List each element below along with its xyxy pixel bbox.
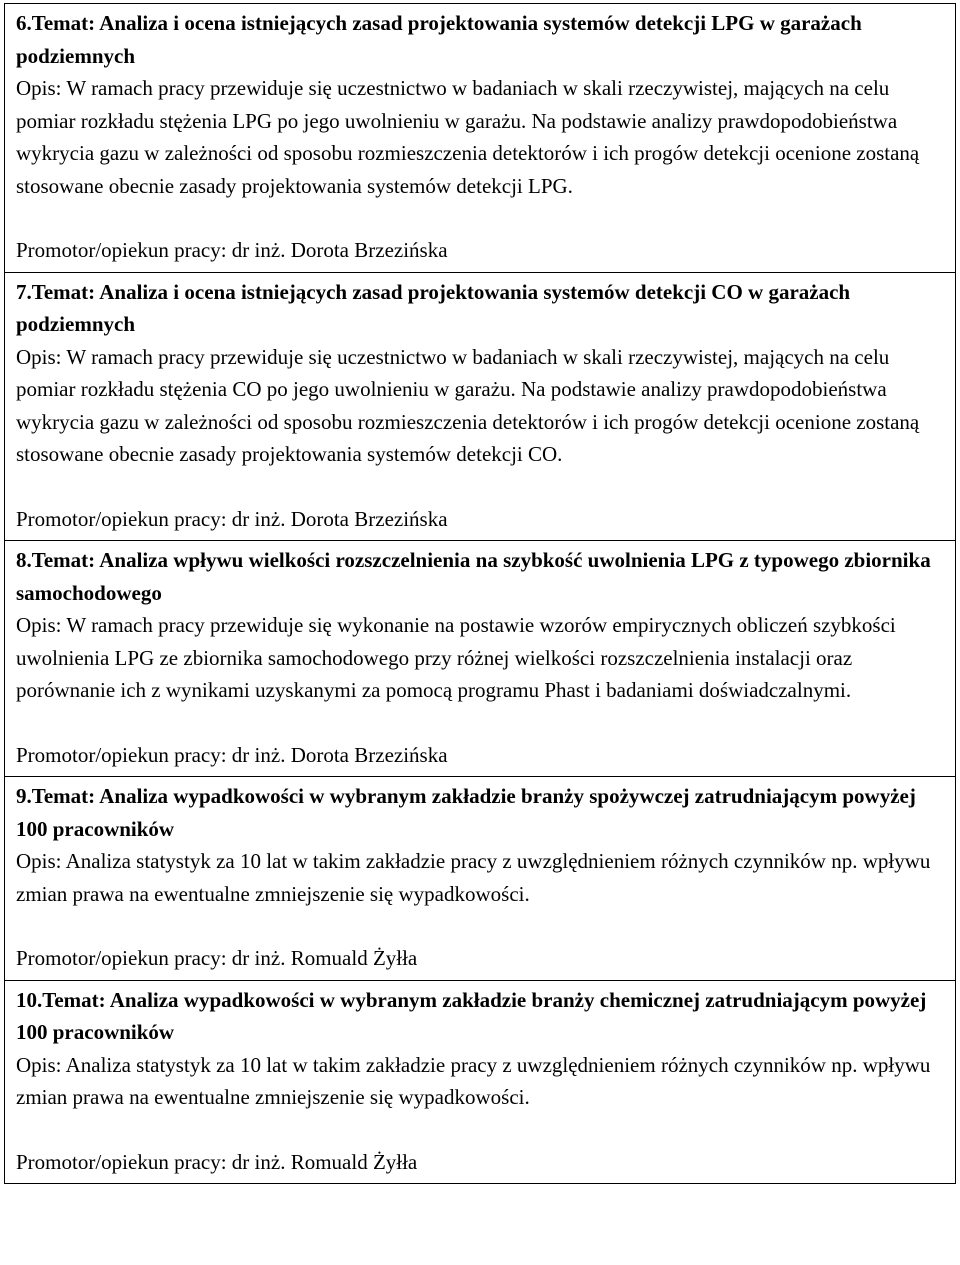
topic-row	[5, 980, 956, 1184]
topic-description: Opis: W ramach pracy przewiduje się wykonanie na postawie wzorów empirycznych obliczeń szybkości uwolnienia LPG ze zbiornika samochodowego przy różnej wielkości rozszczelnienia instalacji oraz porównanie ich z wynikami uzyskanymi za pomocą programu Phast i badaniami doświadczalnymi.	[16, 613, 896, 702]
topic-description: Opis: W ramach pracy przewiduje się uczestnictwo w badaniach w skali rzeczywistej, mających na celu pomiar rozkładu stężenia CO po jego uwolnieniu w garażu. Na podstawie analizy prawdopodobieństwa wykrycia gazu w zależności od sposobu rozmieszczenia detektorów i ich progów detekcji ocenione zostaną stosowane obecnie zasady projektowania systemów detekcji CO.	[16, 344, 920, 466]
topic-promotor: Promotor/opiekun pracy: dr inż. Dorota Brzezińska	[16, 238, 448, 262]
topic-promotor: Promotor/opiekun pracy: dr inż. Romuald Żyłła	[16, 946, 418, 970]
topic-number: 9.	[16, 784, 32, 808]
topic-heading	[16, 7, 943, 72]
topic-promotor: Promotor/opiekun pracy: dr inż. Dorota Brzezińska	[16, 742, 448, 767]
topic-number: 10.	[16, 987, 43, 1012]
topic-title: Temat: Analiza wpływu wielkości rozszczelnienia na szybkość uwolnienia LPG z typowego zbiornika samochodowego	[16, 548, 931, 605]
topic-number: 8.	[16, 548, 32, 572]
topic-promotor: Promotor/opiekun pracy: dr inż. Dorota Brzezińska	[16, 506, 448, 531]
topic-cell	[5, 4, 956, 273]
topic-heading	[16, 276, 943, 341]
topic-cell	[5, 980, 956, 1184]
topic-heading	[16, 984, 943, 1049]
topic-description: Opis: W ramach pracy przewiduje się uczestnictwo w badaniach w skali rzeczywistej, mających na celu pomiar rozkładu stężenia LPG po jego uwolnieniu w garażu. Na podstawie analizy prawdopodobieństwa wykrycia gazu w zależności od sposobu rozmieszczenia detektorów i ich progów detekcji ocenione zostaną stosowane obecnie zasady projektowania systemów detekcji LPG.	[16, 76, 920, 198]
topic-row	[5, 4, 956, 273]
topic-title: Temat: Analiza i ocena istniejących zasad projektowania systemów detekcji CO w garażach podziemnych	[16, 279, 851, 336]
topic-row	[5, 777, 956, 981]
topic-number: 6.	[16, 11, 32, 35]
topic-promotor: Promotor/opiekun pracy: dr inż. Romuald Żyłła	[16, 1149, 418, 1174]
topic-row	[5, 272, 956, 541]
topic-description: Opis: Analiza statystyk za 10 lat w takim zakładzie pracy z uwzględnieniem różnych czynników np. wpływu zmian prawa na ewentualne zmniejszenie się wypadkowości.	[16, 849, 931, 906]
topics-table	[4, 3, 956, 1184]
topic-title: Temat: Analiza wypadkowości w wybranym zakładzie branży chemicznej zatrudniającym powyżej 100 pracowników	[16, 987, 927, 1044]
topic-cell	[5, 541, 956, 777]
topic-row	[5, 541, 956, 777]
topic-cell	[5, 777, 956, 981]
topic-number: 7.	[16, 279, 32, 304]
topic-list	[4, 3, 956, 1184]
topic-title: Temat: Analiza i ocena istniejących zasad projektowania systemów detekcji LPG w garażach podziemnych	[16, 11, 862, 68]
topic-description: Opis: Analiza statystyk za 10 lat w takim zakładzie pracy z uwzględnieniem różnych czynników np. wpływu zmian prawa na ewentualne zmniejszenie się wypadkowości.	[16, 1052, 931, 1109]
topic-title: Temat: Analiza wypadkowości w wybranym zakładzie branży spożywczej zatrudniającym powyżej 100 pracowników	[16, 784, 916, 841]
topic-heading	[16, 780, 943, 845]
topic-cell	[5, 272, 956, 541]
topic-heading	[16, 544, 943, 609]
